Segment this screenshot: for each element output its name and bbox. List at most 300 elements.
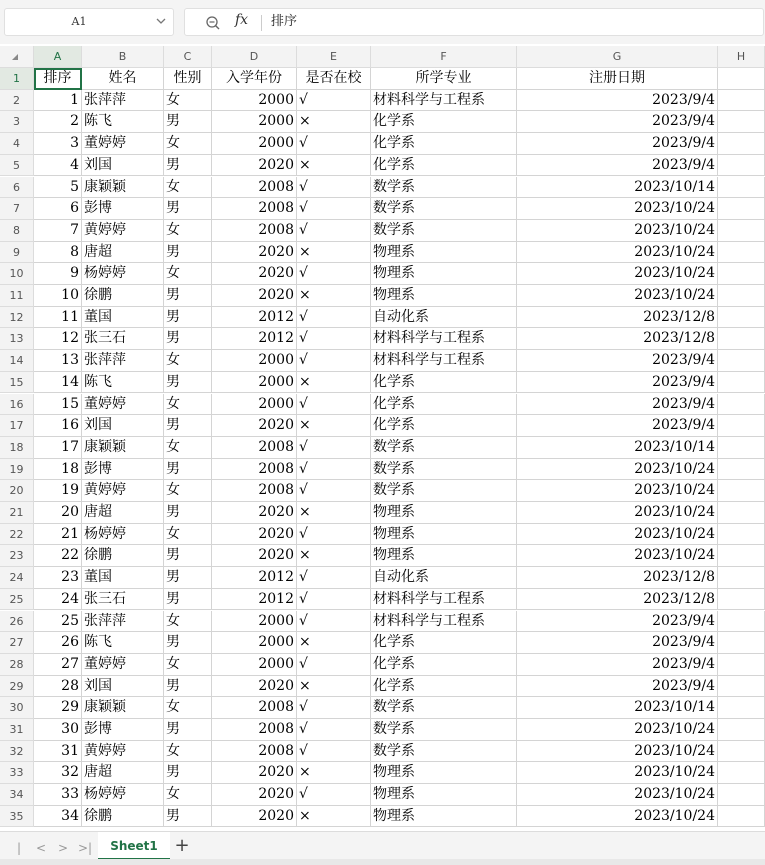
cell-date[interactable]: 2023/9/4 [517,611,718,633]
cell-rank[interactable]: 15 [34,394,82,416]
cell-gender[interactable]: 女 [164,133,212,155]
column-header-b[interactable]: B [82,46,164,68]
cell-gender[interactable]: 男 [164,111,212,133]
cell-name[interactable]: 陈飞 [82,111,164,133]
cell-rank[interactable]: 28 [34,676,82,698]
cell-year[interactable]: 2008 [212,741,297,763]
cell-gender[interactable]: 女 [164,177,212,199]
header-cell[interactable]: 所学专业 [371,68,517,90]
cell-year[interactable]: 2008 [212,437,297,459]
row-number[interactable]: 23 [0,545,34,567]
cell-enrolled[interactable]: × [297,762,371,784]
last-sheet-icon[interactable]: >| [78,841,93,855]
cell-major[interactable]: 自动化系 [371,307,517,329]
cell-date[interactable]: 2023/9/4 [517,415,718,437]
cell-empty[interactable] [718,220,765,242]
cell-enrolled[interactable]: √ [297,459,371,481]
cell-year[interactable]: 2020 [212,762,297,784]
row-number[interactable]: 2 [0,90,34,112]
cell-name[interactable]: 张三石 [82,589,164,611]
cell-enrolled[interactable]: √ [297,719,371,741]
fx-icon[interactable]: fx [235,12,249,28]
cell-date[interactable]: 2023/9/4 [517,372,718,394]
cell-gender[interactable]: 男 [164,589,212,611]
cell-major[interactable]: 物理系 [371,263,517,285]
cell-major[interactable]: 物理系 [371,784,517,806]
cell-empty[interactable] [718,632,765,654]
cell-empty[interactable] [718,676,765,698]
cell-gender[interactable]: 女 [164,654,212,676]
cell-empty[interactable] [718,437,765,459]
cell-year[interactable]: 2000 [212,90,297,112]
cell-rank[interactable]: 34 [34,806,82,828]
row-number[interactable]: 31 [0,719,34,741]
cell-empty[interactable] [718,762,765,784]
cell-date[interactable]: 2023/10/24 [517,242,718,264]
cell-enrolled[interactable]: √ [297,437,371,459]
cell-date[interactable]: 2023/10/24 [517,220,718,242]
cell-empty[interactable] [718,545,765,567]
cell-name[interactable]: 刘国 [82,415,164,437]
cell-year[interactable]: 2008 [212,719,297,741]
cell-gender[interactable]: 女 [164,220,212,242]
cell-date[interactable]: 2023/10/24 [517,285,718,307]
cell-date[interactable]: 2023/10/24 [517,806,718,828]
cell-empty[interactable] [718,111,765,133]
cell-date[interactable]: 2023/10/24 [517,762,718,784]
cell-name[interactable]: 康颖颖 [82,177,164,199]
cell-year[interactable]: 2008 [212,459,297,481]
column-header-a[interactable]: A [34,46,82,68]
cell-name[interactable]: 杨婷婷 [82,524,164,546]
cell-year[interactable]: 2008 [212,480,297,502]
cell-major[interactable]: 材料科学与工程系 [371,611,517,633]
row-number[interactable]: 11 [0,285,34,307]
cell-major[interactable]: 物理系 [371,502,517,524]
row-number[interactable]: 13 [0,328,34,350]
row-number[interactable]: 29 [0,676,34,698]
cell-enrolled[interactable]: √ [297,784,371,806]
cell-year[interactable]: 2000 [212,350,297,372]
cell-major[interactable]: 自动化系 [371,567,517,589]
cell-date[interactable]: 2023/9/4 [517,111,718,133]
cell-gender[interactable]: 男 [164,307,212,329]
cell-date[interactable]: 2023/9/4 [517,155,718,177]
row-number[interactable]: 33 [0,762,34,784]
cell-gender[interactable]: 女 [164,263,212,285]
column-header-c[interactable]: C [164,46,212,68]
cell-enrolled[interactable]: × [297,155,371,177]
cell-empty[interactable] [718,90,765,112]
cell-empty[interactable] [718,328,765,350]
cell-major[interactable]: 数学系 [371,198,517,220]
cell-empty[interactable] [718,524,765,546]
header-cell[interactable]: 性别 [164,68,212,90]
cell-major[interactable]: 物理系 [371,524,517,546]
row-number[interactable]: 15 [0,372,34,394]
cell-major[interactable]: 物理系 [371,762,517,784]
row-number[interactable]: 7 [0,198,34,220]
cell-empty[interactable] [718,242,765,264]
first-sheet-icon[interactable]: | [16,841,22,855]
cell-year[interactable]: 2020 [212,502,297,524]
cell-gender[interactable]: 女 [164,784,212,806]
row-number[interactable]: 30 [0,697,34,719]
cell-date[interactable]: 2023/10/24 [517,459,718,481]
cell-empty[interactable] [718,502,765,524]
header-cell[interactable]: 排序 [34,68,82,90]
cell-rank[interactable]: 4 [34,155,82,177]
cell-name[interactable]: 唐超 [82,502,164,524]
cell-empty[interactable] [718,784,765,806]
cell-enrolled[interactable]: × [297,502,371,524]
cell-year[interactable]: 2000 [212,611,297,633]
cell-date[interactable]: 2023/12/8 [517,307,718,329]
cell-enrolled[interactable]: √ [297,480,371,502]
cell-empty[interactable] [718,415,765,437]
cell-name[interactable]: 刘国 [82,676,164,698]
row-number[interactable]: 34 [0,784,34,806]
header-cell[interactable]: 注册日期 [517,68,718,90]
name-box[interactable] [4,8,174,36]
row-number[interactable]: 20 [0,480,34,502]
cell-major[interactable]: 物理系 [371,545,517,567]
cell-rank[interactable]: 16 [34,415,82,437]
cell-year[interactable]: 2000 [212,133,297,155]
header-cell[interactable]: 姓名 [82,68,164,90]
cell-major[interactable]: 材料科学与工程系 [371,90,517,112]
cell-major[interactable]: 材料科学与工程系 [371,350,517,372]
cell-name[interactable]: 董国 [82,307,164,329]
cell-date[interactable]: 2023/10/24 [517,545,718,567]
cell-name[interactable]: 张三石 [82,328,164,350]
cell-year[interactable]: 2020 [212,285,297,307]
cell-empty[interactable] [718,350,765,372]
cell-major[interactable]: 化学系 [371,372,517,394]
cell-empty[interactable] [718,372,765,394]
cell-rank[interactable]: 30 [34,719,82,741]
cell-enrolled[interactable]: √ [297,220,371,242]
cell-enrolled[interactable]: √ [297,90,371,112]
cell-empty[interactable] [718,155,765,177]
cell-rank[interactable]: 19 [34,480,82,502]
cell-name[interactable]: 黄婷婷 [82,741,164,763]
cell-gender[interactable]: 女 [164,437,212,459]
cell-year[interactable]: 2012 [212,589,297,611]
cell-rank[interactable]: 11 [34,307,82,329]
cell-gender[interactable]: 男 [164,676,212,698]
row-number[interactable]: 21 [0,502,34,524]
select-all-corner[interactable] [0,46,34,68]
row-number[interactable]: 26 [0,611,34,633]
row-number[interactable]: 3 [0,111,34,133]
cell-rank[interactable]: 1 [34,90,82,112]
cell-rank[interactable]: 22 [34,545,82,567]
cell-empty[interactable] [718,285,765,307]
row-number[interactable]: 1 [0,68,34,90]
cell-gender[interactable]: 男 [164,806,212,828]
cell-name[interactable]: 张萍萍 [82,350,164,372]
row-number[interactable]: 17 [0,415,34,437]
cell-name[interactable]: 董婷婷 [82,133,164,155]
formula-input-area[interactable] [184,8,764,36]
cell-rank[interactable]: 18 [34,459,82,481]
cell-enrolled[interactable]: × [297,372,371,394]
cell-name[interactable]: 唐超 [82,762,164,784]
cell-gender[interactable]: 男 [164,155,212,177]
cell-major[interactable]: 化学系 [371,155,517,177]
cell-empty[interactable] [718,263,765,285]
cell-name[interactable]: 张萍萍 [82,611,164,633]
cell-gender[interactable]: 女 [164,524,212,546]
cell-date[interactable]: 2023/10/24 [517,480,718,502]
row-number[interactable]: 16 [0,394,34,416]
cell-date[interactable]: 2023/10/24 [517,502,718,524]
cell-major[interactable]: 物理系 [371,285,517,307]
row-number[interactable]: 28 [0,654,34,676]
header-cell[interactable]: 是否在校 [297,68,371,90]
cell-date[interactable]: 2023/9/4 [517,632,718,654]
cell-gender[interactable]: 男 [164,567,212,589]
cell-major[interactable]: 数学系 [371,220,517,242]
header-cell[interactable] [718,68,765,90]
cell-rank[interactable]: 8 [34,242,82,264]
cell-name[interactable]: 董国 [82,567,164,589]
cell-rank[interactable]: 2 [34,111,82,133]
cell-major[interactable]: 物理系 [371,242,517,264]
cell-rank[interactable]: 25 [34,611,82,633]
cell-name[interactable]: 徐鹏 [82,806,164,828]
cell-gender[interactable]: 男 [164,545,212,567]
cell-name[interactable]: 康颖颖 [82,437,164,459]
cell-year[interactable]: 2008 [212,220,297,242]
cell-name[interactable]: 张萍萍 [82,90,164,112]
cell-year[interactable]: 2020 [212,676,297,698]
cell-enrolled[interactable]: × [297,676,371,698]
name-box-value[interactable]: A1 [71,15,87,28]
cell-rank[interactable]: 6 [34,198,82,220]
cell-rank[interactable]: 21 [34,524,82,546]
cell-name[interactable]: 董婷婷 [82,654,164,676]
cell-enrolled[interactable]: × [297,242,371,264]
cell-empty[interactable] [718,198,765,220]
cell-enrolled[interactable]: √ [297,697,371,719]
cell-date[interactable]: 2023/12/8 [517,589,718,611]
cell-name[interactable]: 彭博 [82,459,164,481]
cell-rank[interactable]: 20 [34,502,82,524]
cell-enrolled[interactable]: √ [297,177,371,199]
cell-rank[interactable]: 33 [34,784,82,806]
cell-rank[interactable]: 3 [34,133,82,155]
cell-empty[interactable] [718,741,765,763]
cell-name[interactable]: 董婷婷 [82,394,164,416]
cell-empty[interactable] [718,307,765,329]
cell-date[interactable]: 2023/12/8 [517,567,718,589]
cell-empty[interactable] [718,697,765,719]
cell-empty[interactable] [718,611,765,633]
cell-enrolled[interactable]: √ [297,133,371,155]
cell-year[interactable]: 2012 [212,567,297,589]
cell-date[interactable]: 2023/9/4 [517,133,718,155]
column-header-g[interactable]: G [517,46,718,68]
cell-major[interactable]: 材料科学与工程系 [371,328,517,350]
cell-enrolled[interactable]: √ [297,741,371,763]
cell-year[interactable]: 2020 [212,263,297,285]
header-cell[interactable]: 入学年份 [212,68,297,90]
cell-major[interactable]: 化学系 [371,133,517,155]
row-number[interactable]: 24 [0,567,34,589]
row-number[interactable]: 12 [0,307,34,329]
cell-date[interactable]: 2023/9/4 [517,90,718,112]
cell-enrolled[interactable]: √ [297,263,371,285]
cell-rank[interactable]: 24 [34,589,82,611]
cell-rank[interactable]: 14 [34,372,82,394]
cell-name[interactable]: 陈飞 [82,632,164,654]
cell-major[interactable]: 化学系 [371,632,517,654]
cell-major[interactable]: 化学系 [371,394,517,416]
cell-enrolled[interactable]: √ [297,307,371,329]
cell-empty[interactable] [718,177,765,199]
sheet-tab-sheet1[interactable]: Sheet1 [98,832,170,860]
cell-major[interactable]: 数学系 [371,459,517,481]
cell-gender[interactable]: 男 [164,459,212,481]
cell-rank[interactable]: 10 [34,285,82,307]
cell-date[interactable]: 2023/10/24 [517,263,718,285]
cell-rank[interactable]: 5 [34,177,82,199]
cell-major[interactable]: 物理系 [371,806,517,828]
next-sheet-icon[interactable]: > [57,841,69,855]
cell-year[interactable]: 2000 [212,632,297,654]
row-number[interactable]: 35 [0,806,34,828]
prev-sheet-icon[interactable]: < [35,841,47,855]
row-number[interactable]: 27 [0,632,34,654]
cell-gender[interactable]: 女 [164,90,212,112]
cell-major[interactable]: 数学系 [371,437,517,459]
cell-enrolled[interactable]: × [297,545,371,567]
cell-date[interactable]: 2023/10/24 [517,784,718,806]
cell-gender[interactable]: 男 [164,285,212,307]
cell-gender[interactable]: 男 [164,719,212,741]
cell-date[interactable]: 2023/12/8 [517,328,718,350]
cell-year[interactable]: 2000 [212,372,297,394]
cell-enrolled[interactable]: √ [297,611,371,633]
cell-rank[interactable]: 9 [34,263,82,285]
cell-year[interactable]: 2000 [212,111,297,133]
cell-year[interactable]: 2020 [212,784,297,806]
cell-major[interactable]: 化学系 [371,676,517,698]
column-header-f[interactable]: F [371,46,517,68]
row-number[interactable]: 8 [0,220,34,242]
cell-year[interactable]: 2020 [212,415,297,437]
cell-enrolled[interactable]: √ [297,350,371,372]
add-sheet-button[interactable]: + [174,835,190,856]
cell-enrolled[interactable]: √ [297,567,371,589]
cell-empty[interactable] [718,459,765,481]
cell-year[interactable]: 2008 [212,697,297,719]
zoom-icon[interactable] [205,15,221,31]
cell-gender[interactable]: 女 [164,741,212,763]
row-number[interactable]: 4 [0,133,34,155]
cell-major[interactable]: 数学系 [371,719,517,741]
cell-enrolled[interactable]: √ [297,524,371,546]
cell-enrolled[interactable]: √ [297,589,371,611]
cell-date[interactable]: 2023/10/14 [517,177,718,199]
cell-name[interactable]: 黄婷婷 [82,480,164,502]
chevron-down-icon[interactable] [155,15,167,27]
cell-enrolled[interactable]: × [297,285,371,307]
cell-rank[interactable]: 32 [34,762,82,784]
cell-gender[interactable]: 女 [164,394,212,416]
row-number[interactable]: 9 [0,242,34,264]
cell-major[interactable]: 数学系 [371,480,517,502]
cell-year[interactable]: 2000 [212,654,297,676]
cell-name[interactable]: 唐超 [82,242,164,264]
cell-gender[interactable]: 男 [164,632,212,654]
cell-name[interactable]: 黄婷婷 [82,220,164,242]
cell-name[interactable]: 陈飞 [82,372,164,394]
cell-year[interactable]: 2020 [212,155,297,177]
cell-gender[interactable]: 男 [164,372,212,394]
cell-rank[interactable]: 7 [34,220,82,242]
row-number[interactable]: 22 [0,524,34,546]
cell-enrolled[interactable]: × [297,415,371,437]
column-header-h[interactable]: H [718,46,765,68]
cell-name[interactable]: 康颖颖 [82,697,164,719]
cell-enrolled[interactable]: × [297,806,371,828]
cell-year[interactable]: 2012 [212,328,297,350]
cell-enrolled[interactable]: √ [297,654,371,676]
cell-major[interactable]: 化学系 [371,111,517,133]
row-number[interactable]: 25 [0,589,34,611]
cell-major[interactable]: 数学系 [371,741,517,763]
cell-gender[interactable]: 女 [164,697,212,719]
cell-year[interactable]: 2008 [212,177,297,199]
cell-rank[interactable]: 29 [34,697,82,719]
cell-name[interactable]: 杨婷婷 [82,784,164,806]
cell-enrolled[interactable]: √ [297,198,371,220]
cell-date[interactable]: 2023/9/4 [517,676,718,698]
cell-empty[interactable] [718,719,765,741]
row-number[interactable]: 18 [0,437,34,459]
cell-rank[interactable]: 26 [34,632,82,654]
cell-year[interactable]: 2020 [212,806,297,828]
cell-enrolled[interactable]: × [297,632,371,654]
cell-gender[interactable]: 男 [164,415,212,437]
cell-date[interactable]: 2023/9/4 [517,394,718,416]
row-number[interactable]: 5 [0,155,34,177]
cell-major[interactable]: 材料科学与工程系 [371,589,517,611]
row-number[interactable]: 32 [0,741,34,763]
cell-empty[interactable] [718,133,765,155]
cell-empty[interactable] [718,480,765,502]
cell-date[interactable]: 2023/10/24 [517,524,718,546]
cell-year[interactable]: 2020 [212,524,297,546]
cell-rank[interactable]: 23 [34,567,82,589]
column-header-d[interactable]: D [212,46,297,68]
cell-major[interactable]: 化学系 [371,415,517,437]
cell-year[interactable]: 2020 [212,242,297,264]
cell-gender[interactable]: 男 [164,328,212,350]
cell-year[interactable]: 2008 [212,198,297,220]
cell-major[interactable]: 数学系 [371,177,517,199]
cell-rank[interactable]: 13 [34,350,82,372]
cell-name[interactable]: 刘国 [82,155,164,177]
cell-date[interactable]: 2023/10/14 [517,437,718,459]
cell-rank[interactable]: 27 [34,654,82,676]
row-number[interactable]: 19 [0,459,34,481]
cell-enrolled[interactable]: × [297,111,371,133]
column-header-e[interactable]: E [297,46,371,68]
